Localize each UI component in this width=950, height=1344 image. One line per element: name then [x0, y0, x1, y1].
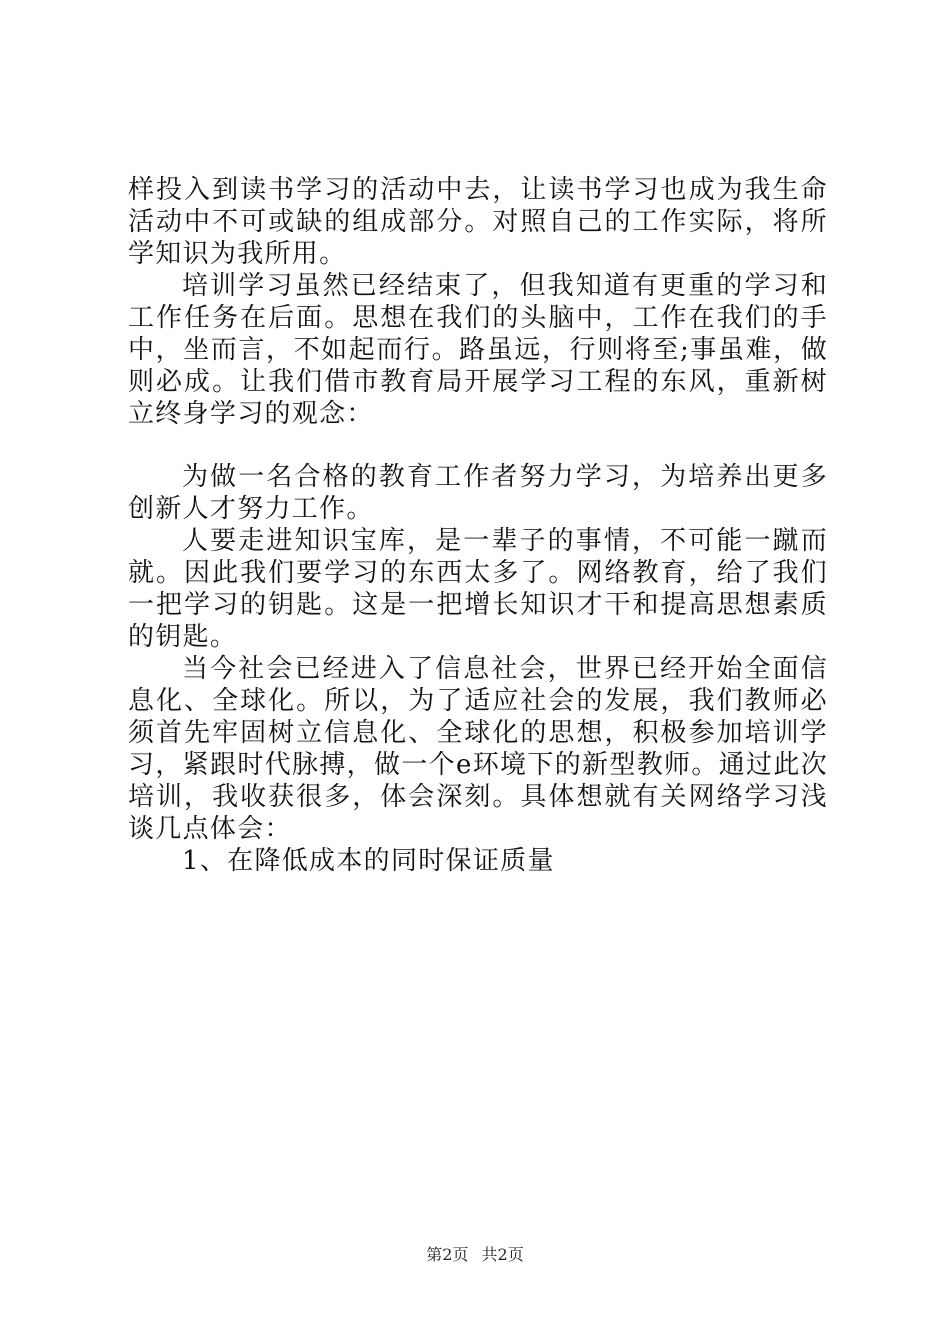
page-number: 第2页 — [426, 1245, 469, 1264]
paragraph-knowledge: 人要走进知识宝库，是一辈子的事情，不可能一蹴而就。因此我们要学习的东西太多了。网络教育，给了我们一把学习的钥匙。这是一把增长知识才干和提高思想素质的钥匙。 — [128, 526, 828, 652]
paragraph-training-ended: 培训学习虽然已经结束了，但我知道有更重的学习和工作任务在后面。思想在我们的头脑中，工作在我们的手中，坐而言，不如起而行。路虽远，行则将至;事虽难，做则必成。让我们借市教育局开展学习工程的东风，重新树立终身学习的观念： — [128, 271, 828, 429]
paragraph-continuation: 样投入到读书学习的活动中去，让读书学习也成为我生命活动中不可或缺的组成部分。对照自己的工作实际，将所学知识为我所用。 — [128, 175, 828, 269]
paragraph-goal: 为做一名合格的教育工作者努力学习，为培养出更多创新人才努力工作。 — [128, 462, 828, 524]
page-footer — [0, 1244, 950, 1266]
list-item-point-1: 1、在降低成本的同时保证质量 — [182, 846, 555, 876]
page-total: 共2页 — [481, 1245, 524, 1264]
document-body — [128, 174, 828, 877]
paragraph-gap — [128, 430, 828, 461]
paragraph-information-society: 当今社会已经进入了信息社会，世界已经开始全面信息化、全球化。所以，为了适应社会的发展，我们教师必须首先牢固树立信息化、全球化的思想，积极参加培训学习，紧跟时代脉搏，做一个e环境下的新型教师。通过此次培训，我收获很多，体会深刻。具体想就有关网络学习浅谈几点体会： — [128, 654, 828, 844]
